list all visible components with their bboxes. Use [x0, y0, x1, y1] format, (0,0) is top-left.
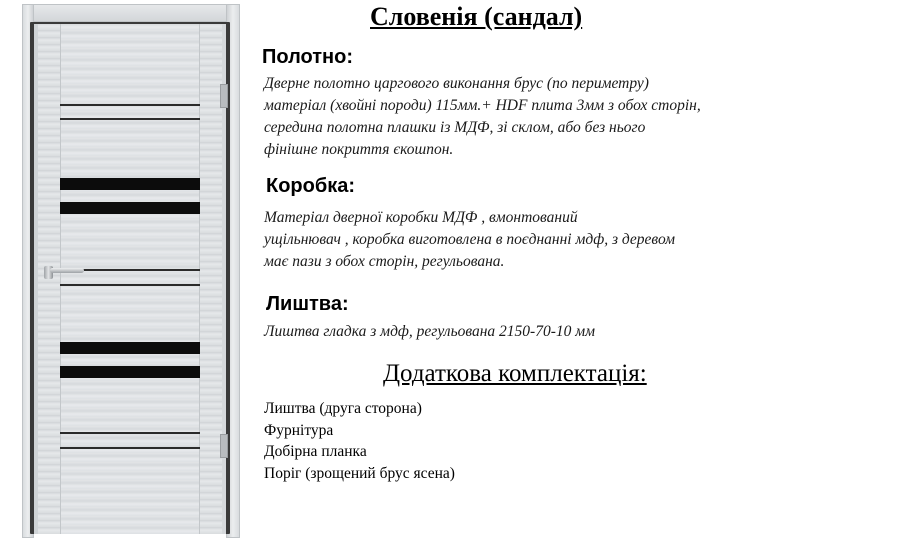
- section-heading-polotno: Полотно:: [262, 46, 354, 68]
- list-item: Поріг (зрощений брус ясена): [264, 464, 455, 482]
- hinge-icon: [220, 84, 228, 108]
- text-line: середина полотна плашки із МДФ, зі склом, або без нього: [264, 119, 646, 136]
- section-text-polotno: [264, 73, 701, 161]
- list-item: Лиштва (друга сторона): [264, 400, 422, 417]
- section-text-lyshtva: [264, 321, 595, 343]
- section-heading-lyshtva: Лиштва:: [266, 293, 349, 315]
- text-line: матеріал (хвойні породи) 115мм.+ HDF плита 3мм з обох сторін,: [264, 97, 701, 114]
- door-rail-line: [60, 447, 200, 449]
- list-item: Добірна планка: [264, 443, 367, 460]
- door-rail-line: [60, 284, 200, 286]
- door-glass-insert: [60, 202, 200, 214]
- door-image: [22, 0, 236, 536]
- door-casing-top: [22, 4, 238, 22]
- text-line: Матеріал дверної коробки МДФ , вмонтований: [264, 209, 578, 226]
- door-handle-icon: [50, 268, 84, 273]
- door-rail-line: [60, 118, 200, 120]
- door-rail-line: [60, 104, 200, 106]
- extra-list: [264, 398, 455, 484]
- text-line: фінішне покриття єкошпон.: [264, 141, 454, 158]
- section-text-korobka: [264, 207, 675, 273]
- list-item: Фурнітура: [264, 421, 334, 439]
- text-line: Дверне полотно царгового виконання брус (по периметру): [264, 75, 649, 92]
- door-glass-insert: [60, 342, 200, 354]
- door-rail-line: [60, 432, 200, 434]
- text-line: ущільнювач , коробка виготовлена в поєднанні мдф, з деревом: [264, 231, 676, 248]
- text-line: має пази з обох сторін, регульована.: [264, 253, 505, 270]
- text-line: Лиштва гладка з мдф, регульована 2150-70-10 мм: [264, 323, 596, 340]
- hinge-icon: [220, 434, 228, 458]
- section-heading-korobka: Коробка:: [266, 175, 356, 197]
- extra-heading: Додаткова комплектація:: [383, 360, 647, 387]
- door-glass-insert: [60, 366, 200, 378]
- page-title: Словенія (сандал): [370, 2, 583, 31]
- door-leaf: [38, 24, 222, 534]
- door-glass-insert: [60, 178, 200, 190]
- door-stile-left: [38, 24, 61, 534]
- door-stile-right: [199, 24, 222, 534]
